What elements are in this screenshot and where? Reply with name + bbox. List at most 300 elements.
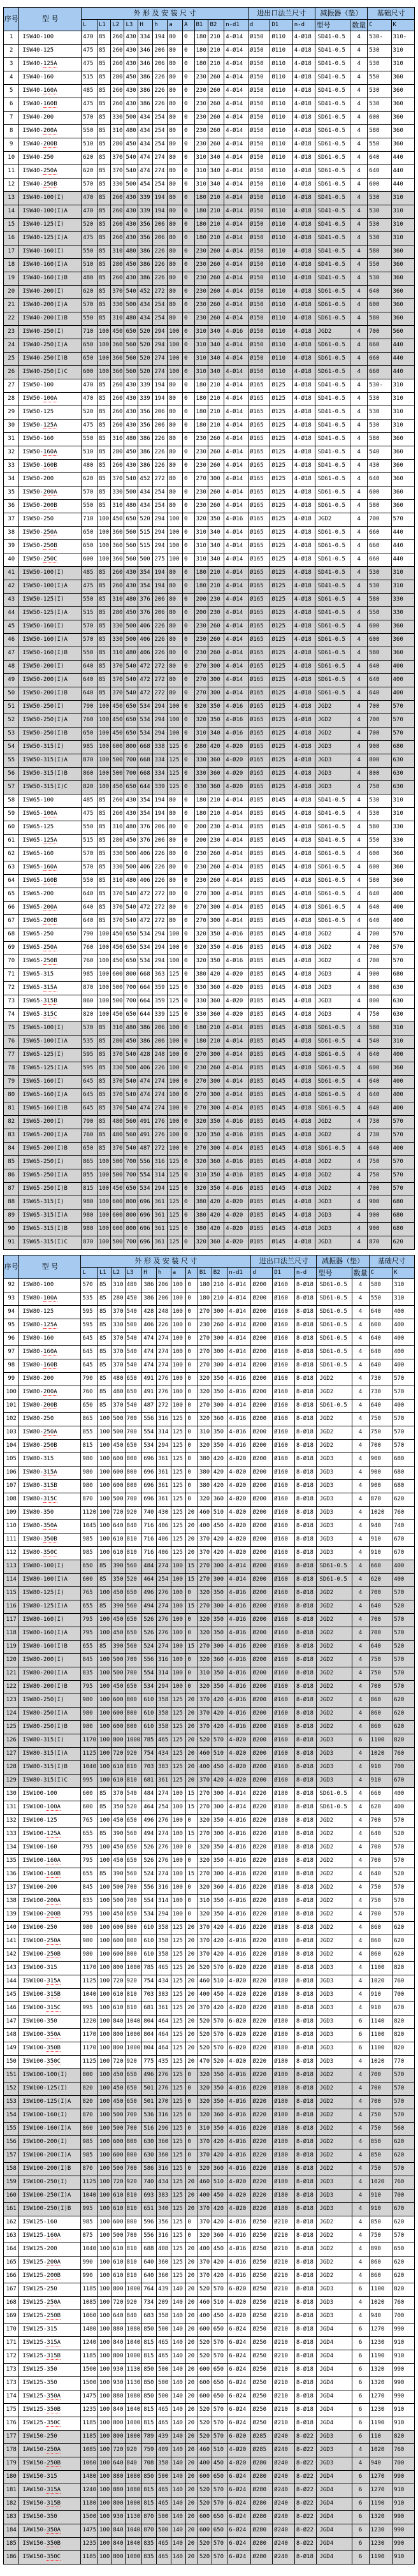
cell-B2: 350	[212, 1855, 227, 1868]
cell-B1: 180	[194, 567, 208, 580]
cell-B1: 320	[198, 1841, 212, 1855]
header-serial-no: 序号	[4, 1255, 19, 1279]
table-row	[4, 1882, 415, 1895]
cell-absorber-model: JGD2	[317, 1841, 352, 1855]
cell-no: 99	[4, 1373, 19, 1386]
table-row	[4, 1036, 415, 1049]
cell-n-d: 4-Ø18	[292, 647, 315, 661]
cell-K: 360	[391, 286, 415, 299]
cell-h: 316	[156, 2163, 171, 2176]
cell-K: 700	[393, 2190, 415, 2203]
cell-absorber-model: JGD2	[317, 1935, 352, 1949]
cell-D1: Ø145	[270, 1009, 292, 1022]
cell-H: 339	[138, 379, 153, 393]
cell-L1: 85	[98, 1359, 112, 1373]
cell-model: ISW80-125A	[19, 1319, 81, 1333]
cell-K: 760	[393, 2444, 415, 2457]
cell-d: Ø250	[251, 2364, 273, 2377]
cell-K: 670	[393, 2002, 415, 2016]
cell-B1: 310	[194, 179, 208, 192]
cell-h: 464	[156, 2016, 171, 2029]
cell-L3: 810	[125, 1547, 142, 1560]
cell-L1: 100	[98, 1989, 112, 2002]
cell-B2: 300	[208, 674, 224, 687]
cell-L: 655	[81, 1641, 98, 1654]
cell-B1: 320	[198, 1493, 212, 1507]
cell-h: 206	[153, 219, 168, 232]
cell-C: 900	[368, 1223, 391, 1236]
cell-B2: 210	[208, 406, 224, 420]
cell-A: 20	[186, 1949, 198, 1962]
cell-n-d: 4-Ø18	[292, 768, 315, 781]
cell-A: 20	[186, 2538, 198, 2551]
cell-h: 361	[156, 2002, 171, 2016]
cell-K: 570	[393, 1587, 415, 1600]
cell-model: ISW50-125(I)A	[19, 607, 82, 620]
cell-D1: Ø110	[270, 98, 292, 112]
cell-A: 0	[183, 634, 194, 647]
cell-L1: 85	[97, 1022, 110, 1036]
cell-C: 530	[368, 219, 391, 232]
cell-B1: 370	[198, 1547, 212, 1560]
cell-d: Ø250	[251, 2324, 273, 2337]
cell-B1: 370	[198, 1694, 212, 1708]
cell-B1: 310	[194, 553, 208, 567]
header-foundation-C: C	[368, 20, 391, 31]
cell-C: 530	[368, 393, 391, 406]
model-suffix: 160A	[43, 449, 57, 456]
cell-L2: 450	[111, 781, 124, 794]
cell-n-d1: 6-Ø20	[227, 2283, 251, 2297]
cell-L3: 1000	[125, 2498, 142, 2511]
cell-model: ISW65-160(I)A	[19, 1089, 82, 1102]
cell-d: Ø150	[248, 219, 270, 232]
cell-H: 386	[138, 245, 153, 259]
cell-H: 534	[142, 1440, 157, 1453]
cell-n-d1: 4-Ø14	[224, 353, 249, 366]
cell-n-d: 4-Ø18	[292, 969, 315, 982]
cell-L2: 310	[111, 821, 124, 835]
cell-model: ISW65-315(I)B	[19, 1223, 82, 1236]
cell-a: 140	[171, 2404, 186, 2417]
table-row	[4, 2203, 415, 2216]
cell-L3: 430	[124, 580, 138, 594]
cell-d: Ø220	[251, 2149, 273, 2163]
cell-B2: 230	[208, 594, 224, 607]
header-dim-A: A	[183, 20, 194, 31]
cell-h: 383	[156, 2190, 171, 2203]
cell-L3: 700	[125, 2163, 142, 2176]
cell-n-d1: 4-Ø20	[227, 1761, 251, 1775]
cell-K: 360	[391, 460, 415, 473]
cell-B2: 210	[212, 1279, 227, 1292]
table-row	[4, 2002, 415, 2016]
cell-L2: 500	[111, 1169, 124, 1183]
cell-a: 125	[171, 1975, 186, 1989]
cell-B2: 360	[212, 2230, 227, 2243]
cell-L2: 640	[112, 2457, 125, 2471]
cell-a: 125	[171, 2176, 186, 2190]
cell-L3: 920	[125, 2297, 142, 2310]
cell-L3: 650	[125, 1373, 142, 1386]
cell-B2: 360	[212, 1493, 227, 1507]
cell-model: ISW40-200	[19, 112, 82, 125]
cell-D1: Ø145	[270, 969, 292, 982]
cell-A: 0	[183, 955, 194, 969]
cell-D1: Ø180	[273, 1841, 295, 1855]
cell-n-d: 4-Ø18	[292, 393, 315, 406]
cell-a: 125	[168, 982, 183, 995]
cell-B2: 300	[208, 1076, 224, 1089]
cell-absorber-model: JGD3	[315, 1236, 350, 1250]
cell-B1: 230	[194, 634, 208, 647]
cell-a: 100	[168, 1089, 183, 1102]
cell-qty: 4	[350, 259, 368, 272]
cell-C: 700	[368, 714, 391, 728]
cell-L2: 450	[112, 2069, 125, 2082]
header-flange-D1: D1	[273, 1268, 295, 1279]
cell-C: 700	[369, 1908, 392, 1922]
cell-C: 1020	[369, 2297, 392, 2310]
cell-L2: 610	[112, 1775, 125, 1788]
cell-K: 310	[393, 1292, 415, 1306]
cell-L3: 920	[125, 1748, 142, 1761]
cell-A: 20	[186, 2056, 198, 2069]
cell-a: 140	[171, 2431, 186, 2444]
table-row	[4, 2056, 415, 2069]
cell-h: 194	[153, 31, 168, 45]
cell-D1: Ø210	[273, 2337, 295, 2350]
cell-absorber-model: JGD3	[317, 2029, 352, 2042]
header-absorber-model: 型号	[317, 1268, 352, 1279]
cell-qty: 6	[352, 2417, 369, 2431]
cell-model: ISW125-350A	[19, 2390, 81, 2404]
cell-model: ISW80-160A	[19, 1346, 81, 1359]
cell-n-d1: 4-Ø16	[227, 2096, 251, 2109]
cell-D1: Ø160	[273, 1641, 295, 1654]
cell-A: 0	[186, 1681, 198, 1694]
cell-a: 80	[168, 821, 183, 835]
cell-C: 640	[369, 1600, 392, 1614]
cell-no: 112	[4, 1547, 19, 1560]
cell-h: 226	[153, 620, 168, 634]
cell-qty: 4	[352, 1359, 369, 1373]
cell-D1: Ø125	[270, 741, 292, 754]
table-row	[4, 1102, 415, 1116]
cell-H: 696	[142, 1493, 157, 1507]
cell-n-d: 4-Ø18	[292, 71, 315, 85]
cell-L3: 810	[125, 1775, 142, 1788]
cell-K: 760	[393, 1507, 415, 1520]
cell-n-d1: 4-Ø16	[227, 1440, 251, 1453]
cell-B2: 570	[212, 2404, 227, 2417]
cell-absorber-model: SD61-0.5	[315, 138, 350, 152]
cell-model: ISW50-160(I)	[19, 620, 82, 634]
cell-n-d: 8-Ø18	[294, 1708, 317, 1721]
cell-L1: 100	[97, 942, 110, 955]
cell-L: 845	[81, 1882, 98, 1895]
cell-L: 980	[81, 1708, 98, 1721]
cell-n-d1: 4-Ø14	[224, 299, 249, 312]
cell-A: 20	[186, 2364, 198, 2377]
cell-L2: 500	[111, 1156, 124, 1169]
cell-h: 254	[156, 1574, 171, 1587]
cell-a: 80	[168, 205, 183, 219]
table-row	[4, 1667, 415, 1681]
cell-K: 680	[391, 1210, 415, 1223]
cell-L1: 85	[97, 420, 110, 433]
cell-B2: 260	[208, 433, 224, 446]
cell-n-d1: 4-Ø20	[224, 1009, 249, 1022]
cell-L3: 650	[125, 2082, 142, 2096]
model-suffix: 160A	[47, 2232, 61, 2239]
cell-L1: 100	[98, 2109, 112, 2123]
model-suffix: 200A	[43, 1389, 57, 1396]
cell-K: 310	[391, 219, 415, 232]
table-row	[4, 45, 415, 58]
cell-L3: 520	[125, 1801, 142, 1815]
cell-model: ISW80-315(I)B	[19, 1761, 81, 1775]
cell-n-d1: 4-Ø16	[227, 2069, 251, 2082]
cell-L3: 700	[124, 995, 138, 1009]
cell-model: ISW50-200(I)A	[19, 674, 82, 687]
cell-L3: 800	[125, 2136, 142, 2149]
cell-qty: 4	[352, 2310, 369, 2324]
table-row	[4, 1183, 415, 1196]
cell-absorber-model: JGD3	[317, 2310, 352, 2324]
cell-K: 570	[393, 1895, 415, 1908]
cell-H: 534	[138, 728, 153, 741]
cell-D1: Ø145	[270, 1210, 292, 1223]
cell-model: ISW40-125	[19, 45, 82, 58]
cell-L: 710	[82, 326, 97, 339]
cell-n-d: 4-Ø18	[292, 620, 315, 634]
cell-L1: 85	[97, 808, 110, 821]
cell-H: 354	[138, 567, 153, 580]
cell-d: Ø150	[248, 286, 270, 299]
cell-L: 650	[82, 1143, 97, 1156]
cell-C: 660	[369, 1560, 392, 1574]
cell-H: 815	[142, 2484, 157, 2498]
table-row	[4, 1533, 415, 1547]
cell-A: 0	[183, 85, 194, 98]
cell-D1: Ø240	[273, 2457, 295, 2471]
cell-L2: 260	[111, 794, 124, 808]
cell-A: 20	[186, 2511, 198, 2524]
cell-no: 70	[4, 955, 19, 969]
cell-L3: 540	[125, 1333, 142, 1346]
cell-h: 294	[153, 513, 168, 527]
model-suffix: 250A	[43, 1429, 57, 1436]
cell-C: 640	[369, 1346, 392, 1359]
cell-L1: 100	[98, 1949, 112, 1962]
cell-L3: 540	[124, 902, 138, 915]
cell-B2: 360	[208, 1156, 224, 1169]
cell-K: 820	[393, 2042, 415, 2056]
cell-n-d1: 4-Ø20	[227, 1989, 251, 2002]
cell-qty: 4	[350, 245, 368, 259]
cell-a: 80	[168, 848, 183, 861]
cell-B1: 230	[194, 259, 208, 272]
cell-a: 100	[168, 714, 183, 728]
cell-A: 0	[183, 661, 194, 674]
table-row	[4, 580, 415, 594]
cell-d: Ø150	[248, 312, 270, 326]
cell-D1: Ø160	[273, 1681, 295, 1694]
cell-A: 20	[186, 1721, 198, 1734]
cell-a: 100	[168, 1022, 183, 1036]
cell-d: Ø165	[248, 620, 270, 634]
cell-n-d1: 6-Ø24	[227, 2498, 251, 2511]
cell-L1: 100	[98, 2484, 112, 2498]
cell-B2: 210	[208, 580, 224, 594]
cell-D1: Ø145	[270, 982, 292, 995]
cell-qty: 4	[350, 192, 368, 205]
cell-L3: 430	[124, 45, 138, 58]
cell-n-d1: 4-Ø16	[227, 2123, 251, 2136]
cell-B2: 570	[212, 1962, 227, 1975]
cell-d: Ø200	[251, 1386, 273, 1400]
cell-absorber-model: SD41-0.5	[315, 85, 350, 98]
cell-C: 700	[369, 2069, 392, 2082]
cell-L3: 1080	[125, 2390, 142, 2404]
cell-A: 0	[183, 594, 194, 607]
cell-L3: 560	[125, 1560, 142, 1574]
cell-a: 100	[168, 1143, 183, 1156]
cell-A: 0	[186, 2216, 198, 2230]
cell-h: 226	[153, 71, 168, 85]
cell-L: 510	[82, 138, 97, 152]
cell-D1: Ø180	[273, 1855, 295, 1868]
cell-L1: 100	[98, 2310, 112, 2324]
cell-n-d1: 4-Ø14	[224, 875, 249, 888]
cell-B1: 520	[198, 2498, 212, 2511]
cell-n-d1: 4-Ø20	[227, 1748, 251, 1761]
cell-qty: 4	[350, 1156, 368, 1169]
cell-no: 73	[4, 995, 19, 1009]
cell-h: 226	[153, 1062, 168, 1076]
cell-B2: 420	[212, 1547, 227, 1560]
cell-qty: 4	[350, 1116, 368, 1129]
cell-A: 20	[186, 1922, 198, 1935]
cell-L: 760	[81, 1386, 98, 1400]
cell-D1: Ø125	[270, 460, 292, 473]
cell-C: 640	[368, 1049, 391, 1062]
cell-model: ISW125-350B	[19, 2404, 81, 2417]
cell-K: 520	[393, 1641, 415, 1654]
cell-n-d: 8-Ø18	[294, 2350, 317, 2364]
cell-C: 860	[369, 2270, 392, 2283]
cell-no: 78	[4, 1062, 19, 1076]
cell-qty: 4	[350, 446, 368, 460]
cell-L3: 800	[124, 1196, 138, 1210]
cell-B1: 600	[198, 2471, 212, 2484]
cell-D1: Ø160	[273, 1440, 295, 1453]
cell-C: 530-	[368, 379, 391, 393]
cell-B1: 320	[194, 714, 208, 728]
cell-absorber-model: JGD3	[315, 982, 350, 995]
cell-n-d: 8-Ø18	[294, 2337, 317, 2350]
cell-L: 870	[82, 1236, 97, 1250]
cell-D1: Ø125	[270, 754, 292, 768]
cell-B1: 370	[198, 2149, 212, 2163]
table-row	[4, 2310, 415, 2324]
cell-model: ISW50-250	[19, 513, 82, 527]
cell-L3: 810	[125, 2002, 142, 2016]
table-row	[4, 674, 415, 687]
cell-A: 0	[186, 1895, 198, 1908]
cell-K: 570	[393, 2096, 415, 2109]
cell-d: Ø280	[251, 2538, 273, 2551]
cell-B1: 270	[194, 888, 208, 902]
cell-d: Ø185	[248, 969, 270, 982]
cell-n-d1: 4-Ø16	[224, 1169, 249, 1183]
cell-K: 440	[391, 179, 415, 192]
cell-h: 500	[156, 2511, 171, 2524]
cell-K: 440	[391, 165, 415, 179]
cell-C: 750	[369, 1426, 392, 1440]
cell-L3: 700	[124, 1169, 138, 1183]
table-row	[4, 1962, 415, 1975]
cell-absorber-model: JGD4	[317, 2538, 352, 2551]
cell-K: 910	[393, 2484, 415, 2498]
cell-L2: 600	[112, 1694, 125, 1708]
cell-L: 620	[82, 165, 97, 179]
cell-n-d: 8-Ø18	[294, 2056, 317, 2069]
cell-D1: Ø110	[270, 219, 292, 232]
cell-n-d: 8-Ø18	[294, 1841, 317, 1855]
cell-d: Ø200	[251, 1480, 273, 1493]
cell-L: 600	[82, 366, 97, 379]
cell-h: 360	[156, 2257, 171, 2270]
cell-B1: 180	[194, 219, 208, 232]
table-row	[4, 902, 415, 915]
cell-a: 125	[168, 741, 183, 754]
cell-n-d1: 4-Ø14	[224, 808, 249, 821]
cell-C: 1020	[369, 1975, 392, 1989]
cell-no: 86	[4, 1169, 19, 1183]
cell-L: 1060	[81, 2310, 98, 2324]
cell-B1: 180	[194, 393, 208, 406]
cell-n-d: 8-Ø18	[294, 1413, 317, 1426]
cell-qty: 4	[350, 915, 368, 928]
cell-D1: Ø180	[273, 1922, 295, 1935]
cell-C: 1020	[369, 2056, 392, 2069]
cell-K: 400	[391, 1089, 415, 1102]
cell-D1: Ø160	[273, 1627, 295, 1641]
cell-L1: 85	[97, 620, 110, 634]
cell-B1: 370	[198, 1922, 212, 1935]
cell-L2: 500	[111, 995, 124, 1009]
cell-H: 668	[138, 741, 153, 754]
cell-L3: 700	[125, 1667, 142, 1681]
cell-no: 102	[4, 1413, 19, 1426]
cell-model: ISW40-250(I)	[19, 326, 82, 339]
cell-n-d: 4-Ø18	[292, 379, 315, 393]
cell-h: 361	[156, 1493, 171, 1507]
cell-absorber-model: SD41-0.5	[315, 58, 350, 71]
cell-B2: 510	[212, 1748, 227, 1761]
cell-B2: 260	[208, 259, 224, 272]
cell-A: 0	[183, 393, 194, 406]
cell-A: 0	[186, 1413, 198, 1426]
table-row	[4, 1386, 415, 1400]
cell-L: 480	[82, 460, 97, 473]
cell-K: 360	[391, 473, 415, 487]
cell-K: 310	[391, 406, 415, 420]
cell-L3: 560	[124, 1116, 138, 1129]
cell-d: Ø200	[251, 1775, 273, 1788]
